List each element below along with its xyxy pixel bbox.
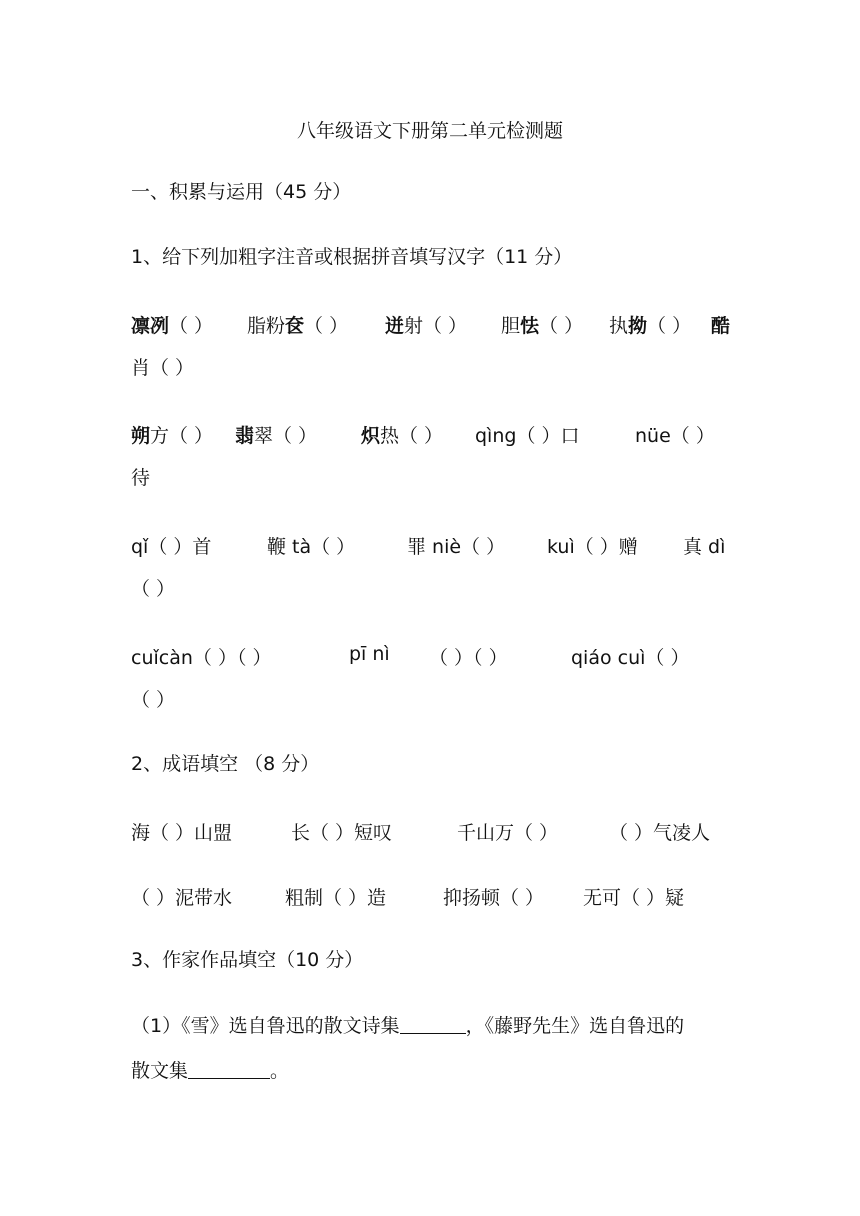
q1-item: cuǐcàn（ ）（ ） bbox=[131, 647, 272, 669]
q1-item: pī nì bbox=[349, 643, 390, 665]
question-3-heading: 3、作家作品填空（10 分） bbox=[131, 949, 364, 971]
q1-item: （ ）（ ） bbox=[429, 647, 508, 669]
q1-item: 翡翠（ ） bbox=[235, 425, 318, 447]
q1-item: 凛冽（ ） bbox=[131, 315, 214, 337]
q3-item-1-continuation: 散文集 。 bbox=[131, 1060, 290, 1082]
q1-item: 鞭 tà（ ） bbox=[267, 536, 356, 558]
section-heading: 一、积累与运用（45 分） bbox=[131, 181, 352, 203]
q1-row-3 bbox=[131, 532, 731, 558]
q1-row-1 bbox=[131, 311, 731, 337]
q1-item: qìng（ ）口 bbox=[475, 425, 580, 447]
q1-item: 真 dì bbox=[683, 536, 726, 558]
page-title: 八年级语文下册第二单元检测题 bbox=[296, 120, 563, 142]
idiom-item: 抑扬顿（ ） bbox=[443, 887, 545, 909]
q1-item: 脂粉奁（ ） bbox=[247, 315, 349, 337]
q1-item: 胆怯（ ） bbox=[501, 315, 584, 337]
q1-item: 迸射（ ） bbox=[385, 315, 468, 337]
idiom-item: 海（ ）山盟 bbox=[131, 822, 233, 844]
q3-item-1: （1）《雪》选自鲁迅的散文诗集 ，《藤野先生》选自鲁迅的 bbox=[131, 1015, 685, 1037]
idiom-item: 无可（ ）疑 bbox=[583, 887, 685, 909]
question-2-heading: 2、成语填空 （8 分） bbox=[131, 753, 320, 775]
q1-row-4 bbox=[131, 643, 731, 669]
q1-row-3-continuation: （ ） bbox=[131, 578, 176, 600]
q1-row-1-continuation: 肖（ ） bbox=[131, 357, 195, 379]
q1-item: qiáo cuì（ ） bbox=[571, 647, 690, 669]
answer-blank[interactable] bbox=[400, 1015, 466, 1034]
idiom-item: 粗制（ ）造 bbox=[285, 887, 387, 909]
idiom-item: （ ）气凌人 bbox=[609, 822, 711, 844]
q1-row-2 bbox=[131, 421, 731, 447]
q1-row-2-continuation: 待 bbox=[131, 467, 151, 489]
idiom-item: 千山万（ ） bbox=[457, 822, 559, 844]
question-1-heading: 1、给下列加粗字注音或根据拼音填写汉字（11 分） bbox=[131, 246, 573, 268]
idiom-item: 长（ ）短叹 bbox=[291, 822, 393, 844]
q1-item: 罪 niè（ ） bbox=[407, 536, 506, 558]
q1-item: 炽热（ ） bbox=[361, 425, 444, 447]
answer-blank[interactable] bbox=[188, 1060, 270, 1079]
q1-item: 执拗（ ） bbox=[609, 315, 692, 337]
q1-item: 朔方（ ） bbox=[131, 425, 214, 447]
q1-item: qǐ（ ）首 bbox=[131, 536, 212, 558]
idiom-item: （ ）泥带水 bbox=[131, 887, 233, 909]
q2-row-2 bbox=[131, 883, 731, 909]
q1-item: nüe（ ） bbox=[635, 425, 715, 447]
q1-item: kuì（ ）赠 bbox=[547, 536, 638, 558]
q1-item: 酷 bbox=[711, 315, 731, 337]
q1-row-4-continuation: （ ） bbox=[131, 689, 176, 711]
q2-row-1 bbox=[131, 818, 731, 844]
